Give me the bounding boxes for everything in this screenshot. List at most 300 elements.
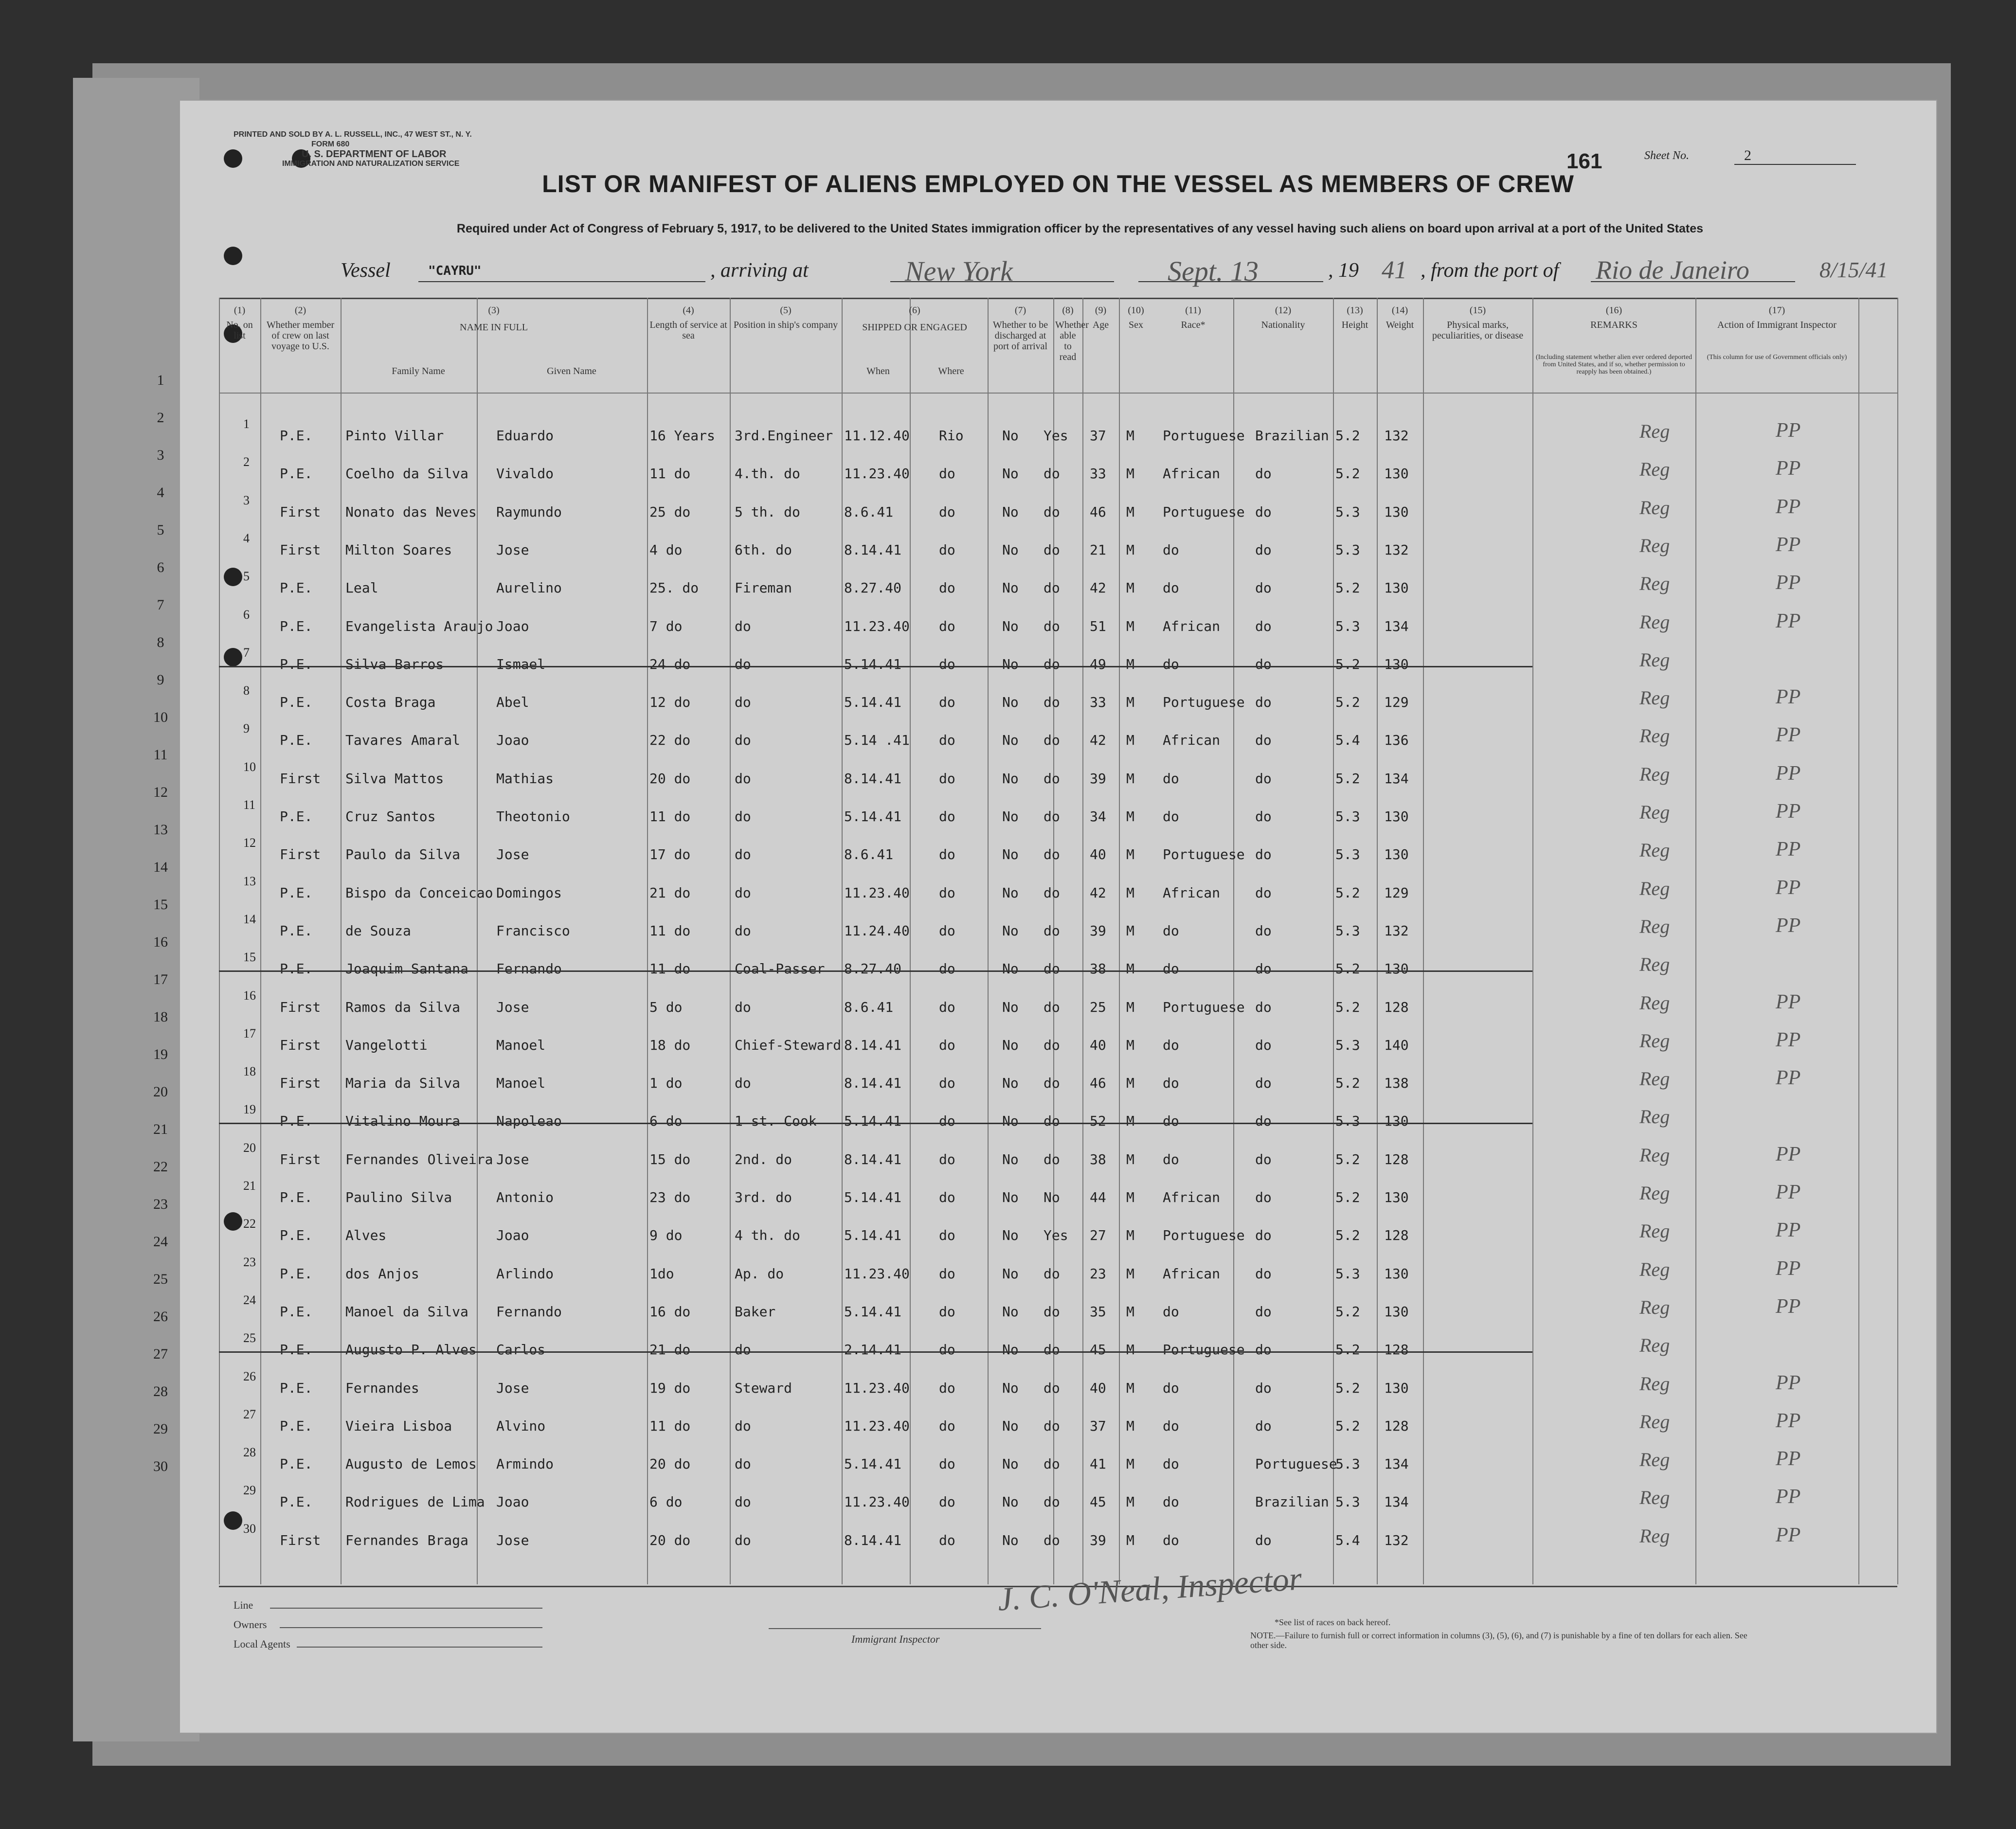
length-of-service: 12 do [649,694,691,711]
left-margin-number: 23 [153,1196,168,1212]
row-number: 2 [243,455,250,469]
nationality: do [1255,1037,1272,1053]
shipped-when: 5.14.41 [844,1456,902,1472]
left-margin-number: 8 [157,634,164,650]
table-row [180,417,1936,455]
shipped-when: 8.14.41 [844,770,902,787]
position: 3rd.Engineer [735,428,833,444]
height: 5.3 [1335,503,1360,520]
column-label-c8: Whether able to read [1055,320,1089,362]
table-row [180,531,1936,569]
left-margin-number: 13 [153,822,168,838]
row-number: 9 [243,721,250,736]
vessel-label: Vessel [341,259,391,282]
sheet-label: Sheet No. [1644,149,1689,162]
left-margin-number: 3 [157,447,164,463]
age: 51 [1090,618,1106,634]
inspector-action: PP [1776,990,1801,1013]
left-margin-number: 29 [153,1421,168,1437]
row-number: 8 [243,683,250,698]
nationality: Brazilian [1255,428,1329,444]
sex: M [1126,922,1134,939]
header-rule [219,393,1897,394]
left-margin-number: 1 [157,372,164,388]
race: African [1163,1189,1221,1205]
family-name: Vieira Lisboa [345,1417,452,1434]
weight: 136 [1384,732,1409,749]
height: 5.2 [1335,428,1360,444]
length-of-service: 11 do [649,466,691,482]
nationality: do [1255,961,1272,977]
remarks: Reg [1639,687,1670,709]
weight: 134 [1384,618,1409,634]
able-to-read: Yes [1044,428,1068,444]
previous-voyage: P.E. [280,1265,313,1282]
remarks: Reg [1639,1106,1670,1128]
sex: M [1126,466,1134,482]
inspector-action: PP [1776,1143,1801,1166]
shipped-when: 8.14.41 [844,541,902,558]
position: 3rd. do [735,1189,792,1205]
left-margin-number: 4 [157,484,164,501]
left-margin-number: 22 [153,1159,168,1175]
nationality: Brazilian [1255,1494,1329,1510]
column-number-c6: (6) [909,305,920,316]
to-be-discharged: No [1002,1494,1019,1510]
arriving-port: New York [905,255,1013,287]
sex: M [1126,770,1134,787]
table-row [180,1293,1936,1331]
age: 41 [1090,1456,1106,1472]
weight: 129 [1384,694,1409,711]
left-margin-number: 6 [157,559,164,575]
table-row [180,1407,1936,1445]
family-name: Fernandes Braga [345,1532,468,1548]
family-name: Manoel da Silva [345,1303,468,1320]
previous-voyage: First [280,541,321,558]
height: 5.2 [1335,884,1360,901]
inspector-action: PP [1776,1409,1801,1432]
inspector-action: PP [1776,1181,1801,1203]
position: do [735,1456,751,1472]
to-be-discharged: No [1002,999,1019,1015]
sex: M [1126,503,1134,520]
position: do [735,1075,751,1092]
previous-voyage: First [280,999,321,1015]
row-number: 25 [243,1331,256,1345]
table-row [180,760,1936,798]
shipped-where: do [939,961,955,977]
column-label-c11: Race* [1181,320,1206,330]
position: 1 st. Cook [735,1113,817,1130]
table-row [180,1255,1936,1293]
table-row [180,1369,1936,1407]
shipped-where: do [939,732,955,749]
row-number: 18 [243,1064,256,1079]
shipped-when: 5.14.41 [844,808,902,825]
weight: 132 [1384,541,1409,558]
when-header: When [866,366,890,377]
shipped-where: do [939,694,955,711]
shipped-when: 8.14.41 [844,1532,902,1548]
able-to-read: do [1044,694,1060,711]
shipped-where: Rio [939,428,964,444]
table-row [180,1483,1936,1521]
left-margin-number: 26 [153,1309,168,1325]
inspector-action: PP [1776,762,1801,785]
to-be-discharged: No [1002,1342,1019,1358]
row-number: 10 [243,759,256,774]
length-of-service: 24 do [649,656,691,672]
previous-voyage: First [280,503,321,520]
remarks: Reg [1639,458,1670,481]
previous-voyage: P.E. [280,694,313,711]
table-row [180,1102,1936,1140]
length-of-service: 9 do [649,1227,683,1244]
remarks: Reg [1639,573,1670,595]
inspector-action: PP [1776,419,1801,442]
length-of-service: 1 do [649,1075,683,1092]
previous-voyage: P.E. [280,1342,313,1358]
previous-voyage: P.E. [280,466,313,482]
row-number: 4 [243,531,250,545]
weight: 140 [1384,1037,1409,1053]
remarks: Reg [1639,1487,1670,1509]
shipped-where: do [939,580,955,596]
height: 5.2 [1335,580,1360,596]
able-to-read: Yes [1044,1227,1068,1244]
age: 39 [1090,770,1106,787]
column-label-c17: Action of Immigrant Inspector [1717,320,1836,330]
strikethrough-line [219,970,1532,972]
shipped-where: do [939,1417,955,1434]
able-to-read: do [1044,1075,1060,1092]
column-label-c10: Sex [1129,320,1143,330]
sex: M [1126,846,1134,863]
previous-voyage: P.E. [280,1417,313,1434]
height: 5.2 [1335,961,1360,977]
shipped-when: 8.14.41 [844,1151,902,1167]
able-to-read: do [1044,1532,1060,1548]
weight: 130 [1384,580,1409,596]
length-of-service: 6 do [649,1494,683,1510]
nationality: do [1255,656,1272,672]
age: 39 [1090,922,1106,939]
row-number: 16 [243,988,256,1003]
able-to-read: do [1044,580,1060,596]
race: do [1163,1151,1179,1167]
shipped-when: 5.14.41 [844,656,902,672]
weight: 130 [1384,503,1409,520]
nationality: do [1255,999,1272,1015]
table-row [180,988,1936,1026]
to-be-discharged: No [1002,1113,1019,1130]
nationality: do [1255,1151,1272,1167]
nationality: do [1255,1227,1272,1244]
column-number-c12: (12) [1275,305,1292,316]
left-margin-number: 9 [157,672,164,688]
family-name: Paulino Silva [345,1189,452,1205]
to-be-discharged: No [1002,428,1019,444]
column-number-c15: (15) [1469,305,1486,316]
race: do [1163,770,1179,787]
previous-voyage: P.E. [280,618,313,634]
row-number: 24 [243,1292,256,1307]
previous-voyage: P.E. [280,580,313,596]
age: 42 [1090,884,1106,901]
age: 44 [1090,1189,1106,1205]
previous-voyage: P.E. [280,961,313,977]
race: do [1163,808,1179,825]
column-label-c5: Position in ship's company [733,320,838,330]
inspector-action: PP [1776,686,1801,709]
age: 46 [1090,1075,1106,1092]
sex: M [1126,732,1134,749]
length-of-service: 23 do [649,1189,691,1205]
able-to-read: do [1044,808,1060,825]
service-label: IMMIGRATION AND NATURALIZATION SERVICE [282,160,460,168]
row-number: 11 [243,798,256,812]
sex: M [1126,541,1134,558]
left-margin-number: 27 [153,1346,168,1362]
weight: 130 [1384,1380,1409,1396]
nationality: do [1255,541,1272,558]
to-be-discharged: No [1002,1456,1019,1472]
year-suffix: 41 [1382,256,1407,284]
given-name: Ismael [496,656,546,672]
sex: M [1126,1532,1134,1548]
height: 5.2 [1335,1075,1360,1092]
to-be-discharged: No [1002,1151,1019,1167]
length-of-service: 16 Years [649,428,715,444]
family-name: Vangelotti [345,1037,428,1053]
weight: 132 [1384,428,1409,444]
shipped-when: 5.14.41 [844,1303,902,1320]
position: 4.th. do [735,466,800,482]
inspector-action: PP [1776,724,1801,747]
position: do [735,999,751,1015]
to-be-discharged: No [1002,1227,1019,1244]
length-of-service: 20 do [649,1456,691,1472]
age: 38 [1090,1151,1106,1167]
weight: 130 [1384,1113,1409,1130]
column-label-c2: Whether member of crew on last voyage to U.S. [266,320,335,352]
column-label-c15: Physical marks, peculiarities, or disease [1432,320,1524,341]
weight: 129 [1384,884,1409,901]
given-name: Abel [496,694,529,711]
length-of-service: 19 do [649,1380,691,1396]
inspector-action: PP [1776,1219,1801,1242]
nationality: do [1255,770,1272,787]
to-be-discharged: No [1002,1380,1019,1396]
race: Portuguese [1163,999,1245,1015]
to-be-discharged: No [1002,846,1019,863]
from-port: Rio de Janeiro [1596,255,1749,285]
length-of-service: 17 do [649,846,691,863]
length-of-service: 11 do [649,1417,691,1434]
race: do [1163,922,1179,939]
race: African [1163,1265,1221,1282]
able-to-read: No [1044,1189,1060,1205]
race: do [1163,1380,1179,1396]
shipped-where: do [939,1494,955,1510]
family-name: dos Anjos [345,1265,419,1282]
department-label: U. S. DEPARTMENT OF LABOR [302,149,447,160]
given-name: Arlindo [496,1265,554,1282]
sex: M [1126,1189,1134,1205]
remarks: Reg [1639,610,1670,633]
left-margin-number: 2 [157,410,164,426]
inspector-action: PP [1776,876,1801,899]
able-to-read: do [1044,999,1060,1015]
length-of-service: 21 do [649,1342,691,1358]
age: 52 [1090,1113,1106,1130]
table-row [180,1026,1936,1064]
given-name: Theotonio [496,808,570,825]
sex: M [1126,1075,1134,1092]
inspector-action: PP [1776,1448,1801,1470]
remarks: Reg [1639,496,1670,519]
row-number: 13 [243,874,256,888]
weight: 138 [1384,1075,1409,1092]
table-row [180,569,1936,607]
length-of-service: 11 do [649,808,691,825]
length-of-service: 5 do [649,999,683,1015]
remarks: Reg [1639,1029,1670,1052]
page-subtitle: Required under Act of Congress of February 5, 1917, to be delivered to the United States immigration officer by the representatives of any vessel having such aliens on board upon arrival at a port of the United States [456,222,1704,235]
age: 45 [1090,1342,1106,1358]
sex: M [1126,884,1134,901]
strikethrough-line [219,666,1532,667]
able-to-read: do [1044,884,1060,901]
shipped-when: 11.24.40 [844,922,910,939]
previous-voyage: First [280,1151,321,1167]
to-be-discharged: No [1002,694,1019,711]
shipped-when: 11.12.40 [844,428,910,444]
column-label-c9: Age [1092,320,1109,330]
to-be-discharged: No [1002,541,1019,558]
family-name: Maria da Silva [345,1075,461,1092]
weight: 134 [1384,1456,1409,1472]
to-be-discharged: No [1002,618,1019,634]
nationality: do [1255,618,1272,634]
row-number: 14 [243,912,256,926]
previous-voyage: P.E. [280,1494,313,1510]
shipped-when: 11.23.40 [844,618,910,634]
previous-voyage: First [280,1075,321,1092]
column-number-c7: (7) [1014,305,1026,316]
row-number: 15 [243,950,256,965]
age: 34 [1090,808,1106,825]
able-to-read: do [1044,1113,1060,1130]
remarks: Reg [1639,1068,1670,1090]
position: do [735,1494,751,1510]
race: Portuguese [1163,1227,1245,1244]
race: African [1163,466,1221,482]
remarks: Reg [1639,953,1670,976]
weight: 130 [1384,1303,1409,1320]
length-of-service: 6 do [649,1113,683,1130]
shipped-when: 8.27.40 [844,961,902,977]
left-margin-number: 21 [153,1121,168,1137]
given-name: Alvino [496,1417,546,1434]
shipped-when: 5.14.41 [844,694,902,711]
previous-voyage: First [280,1037,321,1053]
age: 45 [1090,1494,1106,1510]
to-be-discharged: No [1002,1417,1019,1434]
left-margin-number: 14 [153,859,168,875]
weight: 128 [1384,999,1409,1015]
given-name: Antonio [496,1189,554,1205]
age: 37 [1090,428,1106,444]
row-number: 27 [243,1407,256,1421]
inspector-action: PP [1776,800,1801,823]
column-number-c5: (5) [780,305,792,316]
given-name: Raymundo [496,503,562,520]
weight: 130 [1384,808,1409,825]
shipped-where: do [939,1303,955,1320]
age: 46 [1090,503,1106,520]
length-of-service: 20 do [649,1532,691,1548]
row-number: 7 [243,645,250,660]
row-number: 22 [243,1217,256,1231]
given-name: Napoleao [496,1113,562,1130]
previous-voyage: P.E. [280,428,313,444]
inspector-action: PP [1776,1524,1801,1546]
able-to-read: do [1044,541,1060,558]
arrival-date: Sept. 13 [1168,255,1259,287]
family-name: Rodrigues de Lima [345,1494,485,1510]
agents-label: Local Agents [234,1638,290,1650]
left-margin-number: 30 [153,1458,168,1474]
race: Portuguese [1163,503,1245,520]
table-row [180,646,1936,683]
length-of-service: 22 do [649,732,691,749]
able-to-read: do [1044,1494,1060,1510]
able-to-read: do [1044,1417,1060,1434]
race: do [1163,1113,1179,1130]
remarks: Reg [1639,991,1670,1014]
race: do [1163,961,1179,977]
previous-voyage: First [280,846,321,863]
height: 5.3 [1335,846,1360,863]
to-be-discharged: No [1002,503,1019,520]
nationality: do [1255,1303,1272,1320]
table-row [180,1141,1936,1179]
sex: M [1126,428,1134,444]
column-number-c2: (2) [294,305,306,316]
manifest-sheet [179,100,1937,1734]
left-margin-number: 17 [153,971,168,987]
table-row [180,1331,1936,1369]
left-margin-number: 7 [157,597,164,613]
previous-voyage: First [280,1532,321,1548]
left-margin-number: 25 [153,1271,168,1287]
family-name: Nonato das Neves [345,503,477,520]
able-to-read: do [1044,922,1060,939]
height: 5.2 [1335,656,1360,672]
family-name: Leal [345,580,378,596]
row-number: 3 [243,493,250,507]
table-row [180,1445,1936,1483]
nationality: do [1255,1380,1272,1396]
punch-hole [224,247,242,265]
given-name: Fernando [496,961,562,977]
age: 21 [1090,541,1106,558]
able-to-read: do [1044,503,1060,520]
length-of-service: 21 do [649,884,691,901]
nationality: do [1255,503,1272,520]
